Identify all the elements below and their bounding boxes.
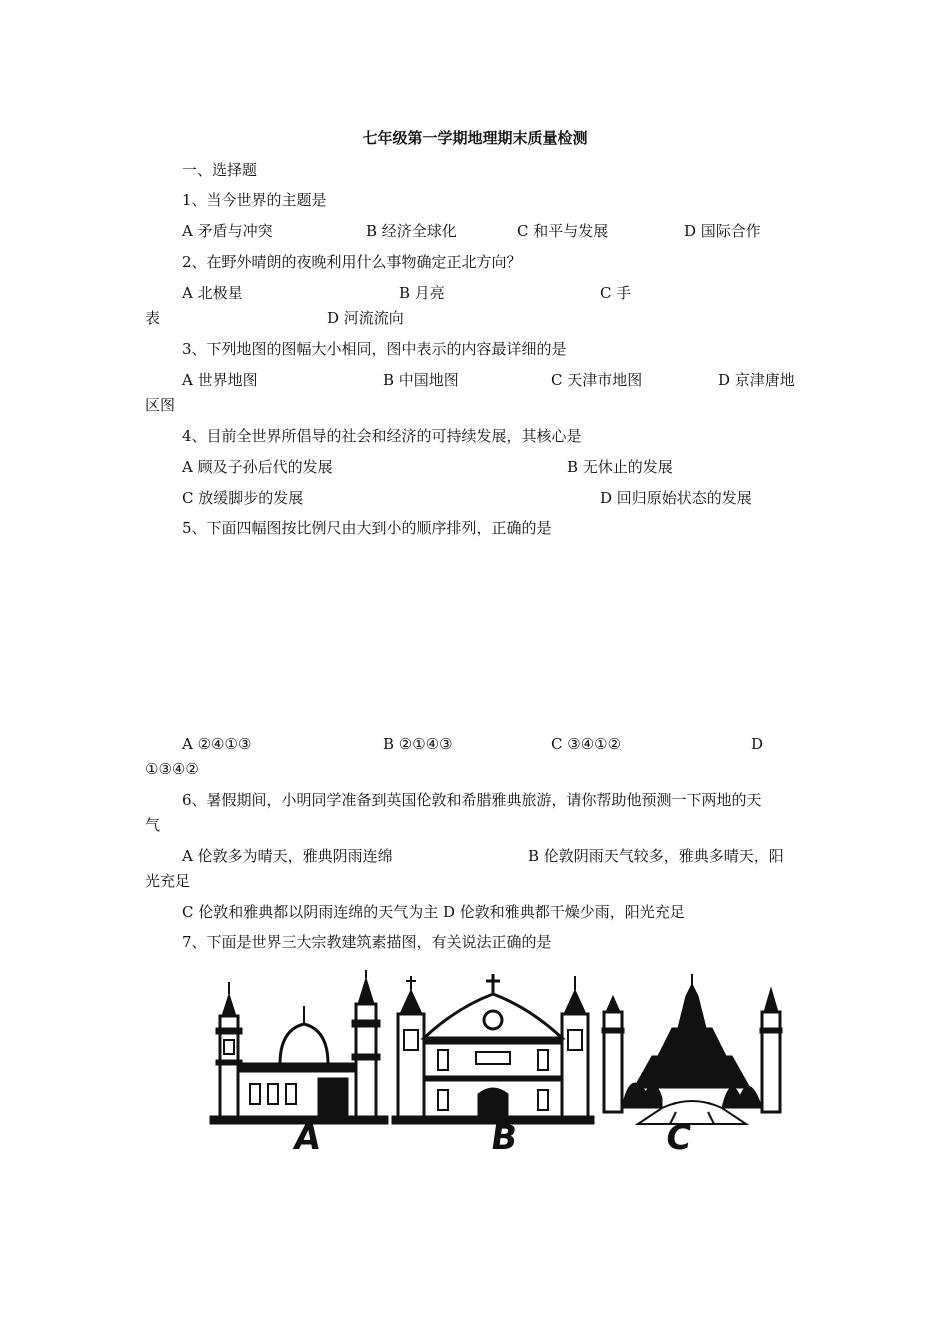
q2-option-a: A 北极星 (182, 284, 243, 302)
q3-option-b: B 中国地图 (383, 371, 459, 389)
q4-option-b: B 无休止的发展 (567, 458, 673, 476)
q6-option-b-cont: 光充足 (145, 872, 191, 890)
q6-options-c-d: C 伦敦和雅典都以阴雨连绵的天气为主 D 伦敦和雅典都干燥少雨，阳光充足 (182, 903, 685, 921)
q2-option-c: C 手 (600, 284, 632, 302)
q1-option-c: C 和平与发展 (517, 222, 609, 240)
q5-option-c: C ③④①② (551, 735, 622, 753)
q5-stem: 5、下面四幅图按比例尺由大到小的顺序排列，正确的是 (182, 519, 552, 537)
q5-option-a: A ②④①③ (182, 735, 252, 753)
q4-option-c: C 放缓脚步的发展 (182, 489, 304, 507)
q3-stem: 3、下列地图的图幅大小相同，图中表示的内容最详细的是 (182, 340, 567, 358)
q1-stem: 1、当今世界的主题是 (182, 191, 327, 209)
figure-label-c: C (663, 1118, 694, 1158)
pagoda-sketch (602, 974, 782, 1124)
q5-option-d: D (751, 735, 764, 753)
q3-option-d: D 京津唐地 (718, 371, 795, 389)
q1-option-a: A 矛盾与冲突 (182, 222, 273, 240)
q6-option-a: A 伦敦多为晴天，雅典阴雨连绵 (182, 847, 393, 865)
q5-option-d-cont: ①③④② (145, 760, 199, 778)
q4-option-d: D 回归原始状态的发展 (600, 489, 752, 507)
q3-option-a: A 世界地图 (182, 371, 258, 389)
q2-option-b: B 月亮 (399, 284, 445, 302)
q6-stem: 6、暑假期间，小明同学准备到英国伦敦和希腊雅典旅游，请你帮助他预测一下两地的天 (182, 791, 762, 809)
church-sketch (392, 974, 594, 1124)
figure-label-b: B (488, 1118, 520, 1158)
q6-option-b: B 伦敦阴雨天气较多，雅典多晴天，阳 (528, 847, 784, 865)
q2-option-d: D 河流流向 (327, 309, 404, 327)
q2-option-c-cont: 表 (145, 309, 161, 327)
figure-label-a: A (291, 1118, 324, 1158)
q4-stem: 4、目前全世界所倡导的社会和经济的可持续发展，其核心是 (182, 427, 582, 445)
q1-option-d: D 国际合作 (684, 222, 761, 240)
q1-option-b: B 经济全球化 (366, 222, 457, 240)
mosque-sketch (210, 970, 388, 1124)
q5-option-b: B ②①④③ (383, 735, 453, 753)
q6-stem-cont: 气 (145, 816, 161, 834)
q2-stem: 2、在野外晴朗的夜晚利用什么事物确定正北方向？ (182, 253, 522, 271)
q3-option-c: C 天津市地图 (551, 371, 643, 389)
q7-stem: 7、下面是世界三大宗教建筑素描图，有关说法正确的是 (182, 933, 552, 951)
section-heading: 一、选择题 (182, 161, 258, 179)
page-title: 七年级第一学期地理期末质量检测 (362, 129, 588, 147)
q3-option-d-cont: 区图 (145, 396, 176, 414)
q4-option-a: A 顾及子孙后代的发展 (182, 458, 333, 476)
